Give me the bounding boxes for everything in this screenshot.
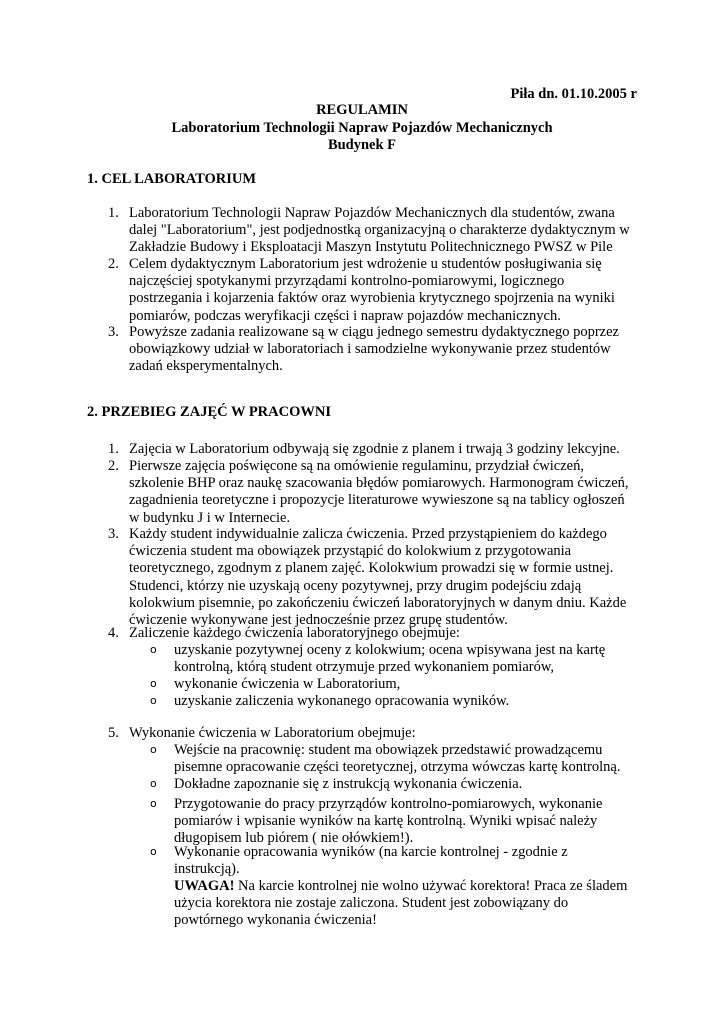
item-number: 3. [108,324,119,340]
bullet-icon: o [150,777,157,790]
bullet-icon: o [150,797,157,810]
sub-item-text: Przygotowanie do pracy przyrządów kontrolno-pomiarowych, wykonanie pomiarów i wpisanie wyników na kartę kontrolną. Wyniki wpisać należy długopisem lub piórem ( nie ołówkiem!). [174,796,603,847]
bullet-icon: o [150,643,157,656]
bullet-icon: o [150,845,157,858]
document-building: Budynek F [327,137,397,153]
sub-item [150,642,650,676]
section-2-item [88,625,648,642]
item-number: 1. [108,441,119,457]
sub-item [150,796,650,848]
section-2-item [88,458,648,527]
sub-item [150,844,650,878]
sub-item-text: Wejście na pracownię: student ma obowiązek przedstawić prowadzącemu pisemne opracowanie części teoretycznej, otrzyma wówczas kartę kontrolną. [174,742,621,776]
section-2-heading: 2. PRZEBIEG ZAJĘĆ W PRACOWNI [87,404,331,420]
item-number: 5. [108,725,119,741]
document-subtitle: Laboratorium Technologii Napraw Pojazdów Mechanicznych [171,120,553,136]
item-text: Wykonanie ćwiczenia w Laboratorium obejmuje: [129,725,416,741]
section-2-item [88,441,648,458]
bullet-icon: o [150,743,157,756]
section-1-heading: 1. CEL LABORATORIUM [87,171,257,187]
bullet-icon: o [150,694,157,707]
sub-item [150,742,650,776]
item-text: Celem dydaktycznym Laboratorium jest wdrożenie u studentów posługiwania się najczęściej spotykanymi przyrządami kontrolno-pomiarowymi, logicznego postrzegania i kojarzenia faktów oraz wyrobienia krytycznego spojrzenia na wyniki pomiarów, podczas weryfikacji części i napraw pojazdów mechanicznych. [129,256,615,324]
item-text: Pierwsze zajęcia poświęcone są na omówienie regulaminu, przydział ćwiczeń, szkolenie BHP oraz naukę szacowania błędów pomiarowych. Harmonogram ćwiczeń, zagadnienia teoretyczne i propozycje literaturowe wywieszone są na tablicy ogłoszeń w budynku J i w Internecie. [129,458,629,526]
sub-item [150,676,650,693]
section-2-item [88,725,648,742]
section-1-item [88,205,648,257]
item-number: 3. [108,526,119,542]
warning-text: Na karcie kontrolnej nie wolno używać korektora! Praca ze śladem użycia korektora nie zostaje zaliczona. Student jest zobowiązany do powtórnego wykonania ćwiczenia! [174,878,628,929]
item-text: Zajęcia w Laboratorium odbywają się zgodnie z planem i trwają 3 godziny lekcyjne. [129,441,620,457]
sub-item [150,693,650,710]
sub-item-text: wykonanie ćwiczenia w Laboratorium, [174,676,401,692]
sub-item-text: Dokładne zapoznanie się z instrukcją wykonania ćwiczenia. [174,776,523,792]
item-number: 2. [108,458,119,474]
item-text: Laboratorium Technologii Napraw Pojazdów Mechanicznych dla studentów, zwana dalej "Laboratorium", jest podjednostką organizacyjną o charakterze dydaktycznym w Zakładzie Budowy i Eksploatacji Maszyn Instytutu Politechnicznego PWSZ w Pile [129,205,630,256]
sub-item-text: uzyskanie pozytywnej oceny z kolokwium; ocena wpisywana jest na kartę kontrolną, którą student otrzymuje przed wykonaniem pomiarów, [174,642,606,676]
warning-note [174,878,654,930]
warning-label: UWAGA! [174,878,235,894]
document-date: Piła dn. 01.10.2005 r [510,86,637,102]
item-text: Zaliczenie każdego ćwiczenia laboratoryjnego obejmuje: [129,625,460,641]
sub-item-text: Wykonanie opracowania wyników (na karcie kontrolnej - zgodnie z instrukcją). [174,844,568,878]
item-text: Powyższe zadania realizowane są w ciągu jednego semestru dydaktycznego poprzez obowiązkowy udział w laboratoriach i samodzielne wykonywanie przez studentów zadań eksperymentalnych. [129,324,619,375]
sub-item-text: uzyskanie zaliczenia wykonanego opracowania wyników. [174,693,510,709]
item-number: 4. [108,625,119,641]
bullet-icon: o [150,677,157,690]
section-2-item [88,526,648,629]
item-number: 1. [108,205,119,221]
document-title: REGULAMIN [316,102,408,118]
sub-item [150,776,650,793]
item-number: 2. [108,256,119,272]
item-text: Każdy student indywidualnie zalicza ćwiczenia. Przed przystąpieniem do każdego ćwiczenia student ma obowiązek przystąpić do kolokwium z przygotowania teoretycznego, zgodnym z planem zajęć. Kolokwium prowadzi się w formie ustnej. Studenci, którzy nie uzyskają oceny pozytywnej, przy drugim podejściu zdają kolokwium pisemnie, po zakończeniu ćwiczeń laboratoryjnych w danym dniu. Każde ćwiczenie wykonywane jest jednocześnie przez grupę studentów. [129,526,627,629]
section-1-item [88,324,648,376]
section-1-item [88,256,648,325]
